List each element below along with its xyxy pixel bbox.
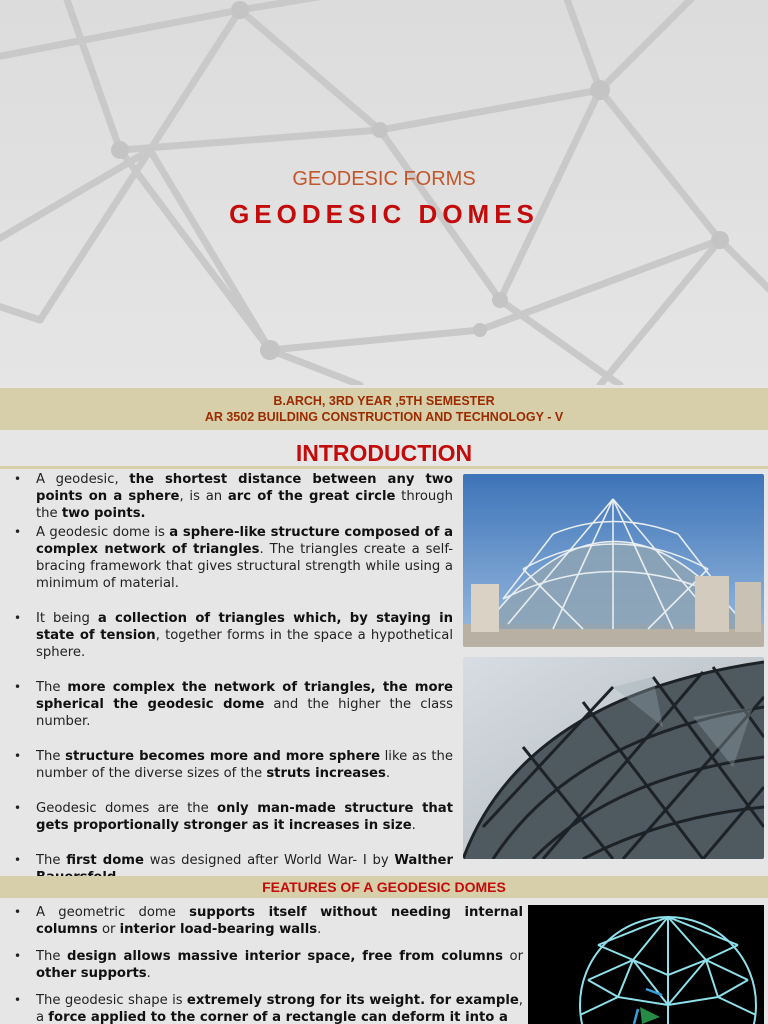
text: and the higher the class number.: [36, 697, 453, 729]
list-item: [0, 610, 453, 661]
dome-closeup-photo: [463, 657, 764, 859]
list-item: [0, 948, 523, 982]
bold-text: more complex the network of triangles, the more spherical the geodesic dome: [36, 680, 453, 712]
glass-dome-photo: [463, 474, 764, 647]
text: , together forms in the space a hypothetical sphere.: [36, 628, 453, 660]
bold-text: two points.: [61, 506, 146, 521]
dome-wireframe-image: [528, 905, 764, 1024]
introduction-heading: INTRODUCTION: [295, 440, 473, 466]
hero-section: [0, 0, 768, 385]
text: A geodesic dome is: [36, 525, 170, 540]
text: .: [411, 818, 416, 833]
list-item: [0, 800, 453, 834]
geodesic-background-graphic: [0, 0, 768, 385]
course-line-2: AR 3502 BUILDING CONSTRUCTION AND TECHNOLOGY - V: [204, 410, 564, 424]
bold-text: struts increases: [266, 766, 386, 781]
text: A geometric dome: [36, 905, 190, 920]
course-line-1: B.ARCH, 3RD YEAR ,5TH SEMESTER: [273, 394, 495, 408]
bold-text: extremely strong for its weight. for example: [186, 993, 519, 1008]
bold-text: arc of the great circle: [227, 489, 396, 504]
text: It being: [36, 611, 98, 626]
bold-text: force applied to the corner of a rectangle can deform it into a: [48, 1010, 508, 1024]
list-item: [0, 992, 523, 1024]
text: was designed after World War- I by: [143, 853, 395, 868]
bold-text: design allows massive interior space, free from columns: [67, 949, 503, 964]
text: The: [36, 749, 66, 764]
text: .: [385, 766, 391, 781]
introduction-list: [0, 471, 453, 886]
list-item: [0, 679, 453, 730]
text: The geodesic shape is: [36, 993, 187, 1008]
list-item: [0, 904, 523, 938]
text: Geodesic domes are the: [36, 801, 217, 816]
text: A geodesic,: [36, 472, 130, 487]
text: through the: [36, 489, 453, 521]
bold-text: first dome: [66, 853, 144, 868]
bold-text: Walther: [394, 853, 453, 868]
features-heading: FEATURES OF A GEODESIC DOMES: [0, 876, 768, 898]
text: .: [317, 922, 322, 937]
list-item: [0, 524, 453, 592]
introduction-divider: [0, 466, 768, 469]
bold-text: a sphere-like structure composed of a complex network of triangles: [36, 525, 453, 557]
slide-title: GEODESIC DOMES: [229, 199, 539, 229]
bold-text: the shortest distance between any two points on a sphere: [36, 472, 453, 504]
text: The: [36, 853, 67, 868]
slide-subtitle: GEODESIC FORMS: [292, 168, 476, 190]
list-item: [0, 748, 453, 782]
text: The: [36, 949, 68, 964]
list-item: [0, 471, 453, 522]
bold-text: a collection of triangles which, by staying in state of tension: [36, 611, 453, 643]
bold-text: other supports: [36, 966, 147, 981]
text: or: [503, 949, 523, 964]
text: The: [36, 680, 68, 695]
text: , a: [36, 993, 523, 1024]
bold-text: supports itself without needing internal columns: [36, 905, 523, 937]
bold-text: structure becomes more and more sphere: [65, 749, 381, 764]
text: , is an: [179, 489, 228, 504]
text: . The triangles create a self-bracing framework that gives structural strength while using a minimum of material.: [36, 542, 453, 591]
text: .: [146, 966, 151, 981]
bold-text: only man-made structure that gets proportionally stronger as it increases in size: [36, 801, 453, 833]
features-list: [0, 904, 523, 1024]
bold-text: interior load-bearing walls: [119, 922, 318, 937]
text: or: [97, 922, 120, 937]
text: like as the number of the diverse sizes of the: [36, 749, 453, 781]
course-band: [0, 388, 768, 430]
